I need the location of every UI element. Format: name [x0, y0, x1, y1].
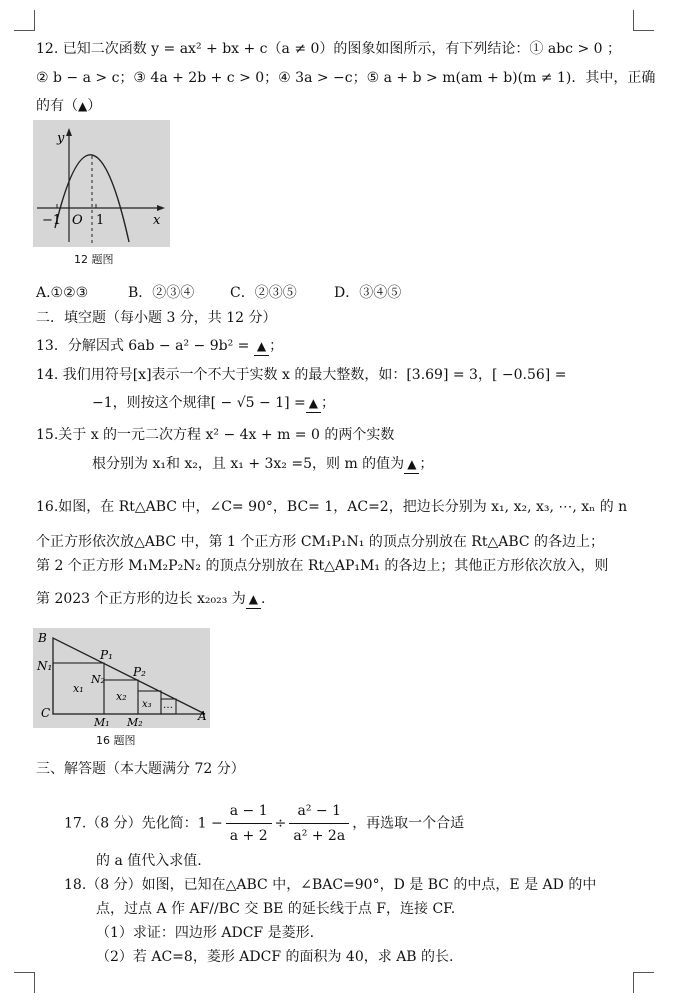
answer-placeholder-triangle: ▲ [407, 457, 417, 471]
tick-neg1-label: −1 [42, 213, 62, 228]
q17-line1 [64, 800, 464, 847]
vertex-a-label: A [198, 709, 207, 723]
y-axis-arrow [66, 128, 72, 136]
side-x1-label: x₁ [73, 682, 84, 695]
section2-title: 二．填空题（每小题 3 分，共 12 分） [36, 310, 277, 326]
q12-option-b: B．②③④ [128, 285, 195, 301]
q15-line2 [92, 455, 433, 474]
answer-placeholder-triangle: ▲ [256, 339, 267, 353]
q16-answer-blank [246, 590, 261, 609]
q12-option-c: C．②③⑤ [230, 285, 297, 301]
point-p1-label: P₁ [100, 648, 113, 662]
q14-line1: 14. 我们用符号[x]表示一个不大于实数 x 的最大整数，如：[3.69] = 3，[ −0.56] = [36, 367, 567, 383]
point-p2-label: P₂ [133, 665, 146, 679]
q12-parabola-graph [33, 120, 170, 247]
q14-text: −1，则按这个规律[ − √5 − 1] = [92, 395, 306, 411]
q18-line3: （1）求证：四边形 ADCF 是菱形. [96, 925, 315, 941]
crop-mark-top-right [633, 10, 654, 31]
x-axis-label: x [153, 213, 161, 228]
point-m1-label: M₁ [94, 716, 110, 728]
answer-placeholder-triangle: ▲ [308, 396, 318, 410]
q12-answer-prefix: 的有（ [36, 98, 78, 114]
q16-line1: 16.如图，在 Rt△ABC 中，∠C= 90°，BC= 1，AC=2，把边长分别为 x₁, x₂, x₃, ⋯, xₙ 的 n [36, 499, 628, 515]
q13-suffix: ； [269, 338, 284, 354]
side-x2-label: x₂ [116, 690, 127, 703]
q16-line3: 第 2 个正方形 M₁M₂P₂N₂ 的顶点分别放在 Rt△AP₁M₁ 的各边上；其他正方形依次放入，则 [36, 558, 609, 574]
q12-answer-suffix: ） [87, 98, 102, 114]
q12-line3 [36, 97, 101, 115]
q12-option-d: D．③④⑤ [334, 285, 402, 301]
fraction-2-numerator: a² − 1 [289, 800, 349, 824]
q15-answer-blank [404, 455, 419, 474]
fraction-1-denominator: a + 2 [229, 828, 268, 844]
q14-suffix: ； [320, 395, 335, 411]
point-n1-label: N₁ [37, 659, 53, 673]
q17-suffix: ，再选取一个合适 [352, 815, 465, 832]
q17-fraction-1 [226, 800, 272, 847]
q15-suffix: ； [419, 456, 434, 472]
crop-mark-bottom-right [633, 972, 654, 993]
ellipsis-label: … [163, 700, 173, 711]
q18-line4: （2）若 AC=8，菱形 ADCF 的面积为 40，求 AB 的长. [96, 949, 454, 965]
q12-option-a: A.①②③ [36, 285, 89, 301]
q12-line2: ② b − a > c；③ 4a + 2b + c > 0；④ 3a > −c；⑤ a + b > m(am + b)(m ≠ 1)．其中，正确 [36, 70, 656, 86]
q13-line [36, 337, 283, 356]
q17-text: 17.（8 分）先化简：1 − [64, 815, 223, 832]
section3-title: 三、解答题（本大题满分 72 分） [36, 761, 245, 777]
q16-figure [33, 628, 210, 728]
q16-line2: 个正方形依次放△ABC 中，第 1 个正方形 CM₁P₁N₁ 的顶点分别放在 Rt△ABC 的各边上； [36, 534, 605, 550]
crop-mark-bottom-left [14, 972, 35, 993]
vertex-b-label: B [38, 631, 47, 645]
q18-line1: 18.（8 分）如图，已知在△ABC 中，∠BAC=90°，D 是 BC 的中点，E 是 AD 的中 [64, 877, 597, 893]
point-n2-label: N₂ [91, 673, 106, 686]
q14-answer-blank [306, 394, 321, 413]
side-x3-label: x₃ [142, 699, 152, 710]
vertex-c-label: C [41, 706, 51, 720]
triangle-abc [53, 638, 205, 714]
q12-line1: 12. 已知二次函数 y = ax² + bx + c（a ≠ 0）的图象如图所示，有下列结论：① abc > 0 ； [36, 41, 621, 57]
q18-line2: 点，过点 A 作 AF//BC 交 BE 的延长线于点 F，连接 CF. [96, 901, 456, 917]
tick-1-label: 1 [96, 213, 105, 228]
answer-placeholder-triangle: ▲ [248, 592, 259, 606]
q16-text: 第 2023 个正方形的边长 x₂₀₂₃ 为 [36, 591, 246, 607]
q16-triangle-squares-diagram [33, 628, 210, 728]
fraction-1-numerator: a − 1 [226, 800, 272, 824]
q15-line1: 15.关于 x 的一元二次方程 x² − 4x + m = 0 的两个实数 [36, 427, 395, 443]
q13-text: 13．分解因式 6ab − a² − 9b² = [36, 338, 250, 354]
answer-placeholder-triangle: ▲ [78, 99, 88, 113]
y-axis-label: y [57, 131, 65, 146]
fraction-2-denominator: a² + 2a [293, 828, 346, 844]
q17-fraction-2 [289, 800, 349, 847]
q12-figure-caption: 12 题图 [74, 253, 114, 266]
q16-suffix: . [261, 591, 266, 607]
division-sign: ÷ [274, 815, 287, 832]
q14-line2 [92, 394, 335, 413]
point-m2-label: M₂ [127, 716, 143, 728]
q13-answer-blank [254, 337, 269, 356]
q16-line4 [36, 590, 265, 609]
x-axis-arrow [157, 205, 165, 211]
q12-figure [33, 120, 170, 247]
q17-line2: 的 a 值代入求值. [96, 853, 202, 869]
q16-figure-caption: 16 题图 [96, 734, 136, 747]
q15-text: 根分别为 x₁和 x₂，且 x₁ + 3x₂ =5，则 m 的值为 [92, 456, 405, 472]
origin-label: O [72, 213, 83, 228]
crop-mark-top-left [14, 10, 35, 31]
